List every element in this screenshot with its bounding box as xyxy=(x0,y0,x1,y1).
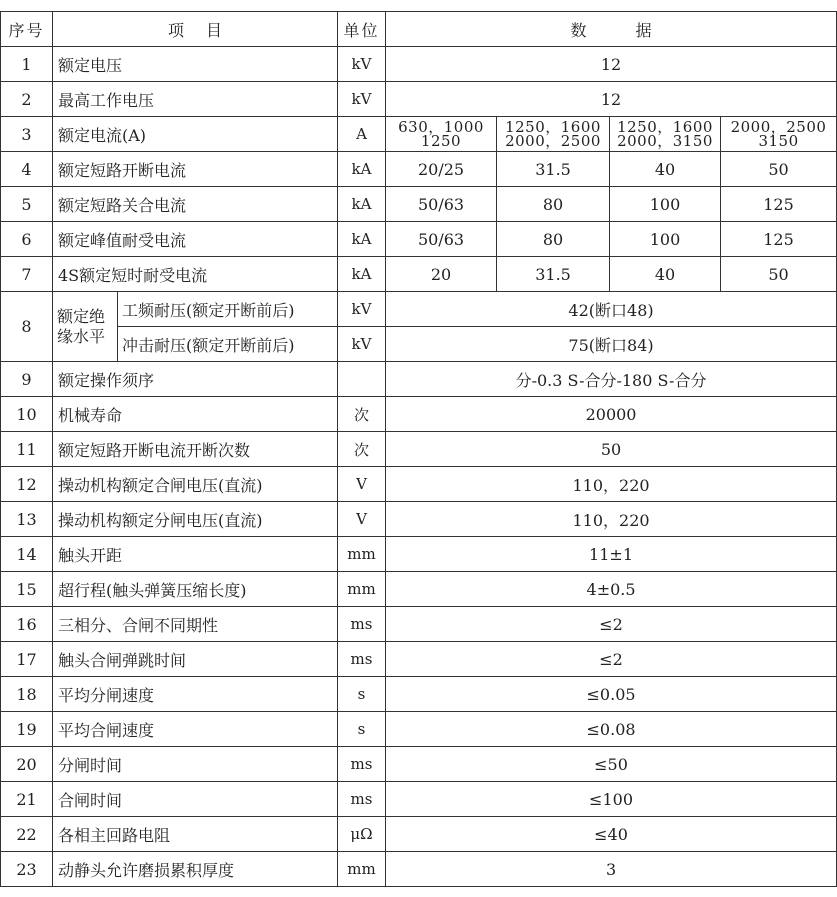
item-name: 额定电压 xyxy=(53,47,338,82)
value-line: 1250，1600 xyxy=(505,118,601,136)
value-cell: ≤100 xyxy=(386,782,837,817)
value-cell: ≤0.08 xyxy=(386,712,837,747)
table-row xyxy=(1,397,837,432)
value-cell: 分-0.3 S-合分-180 S-合分 xyxy=(386,362,837,397)
value-cell: ≤2 xyxy=(386,642,837,677)
row-number: 19 xyxy=(1,712,53,747)
unit-cell: s xyxy=(338,677,386,712)
unit-cell: A xyxy=(338,117,386,152)
unit-cell: kA xyxy=(338,222,386,257)
row-number: 13 xyxy=(1,502,53,537)
item-name: 额定峰值耐受电流 xyxy=(53,222,338,257)
item-name: 工频耐压(额定开断前后) xyxy=(118,292,338,327)
value-line: 1250，1600 xyxy=(617,118,713,136)
row-number: 15 xyxy=(1,572,53,607)
unit-cell: 次 xyxy=(338,432,386,467)
table-row xyxy=(1,257,837,292)
unit-cell: V xyxy=(338,467,386,502)
item-name: 触头开距 xyxy=(53,537,338,572)
header-unit: 单位 xyxy=(338,12,386,47)
header-no: 序号 xyxy=(1,12,53,47)
value-line: 630，1000 xyxy=(398,118,484,136)
table-row xyxy=(1,47,837,82)
unit-cell: mm xyxy=(338,572,386,607)
value-cell: 75(断口84) xyxy=(386,327,837,362)
value-cell: ≤0.05 xyxy=(386,677,837,712)
table-row xyxy=(1,327,837,362)
unit-cell: kV xyxy=(338,47,386,82)
unit-cell: kA xyxy=(338,152,386,187)
unit-cell: ms xyxy=(338,642,386,677)
row-number: 16 xyxy=(1,607,53,642)
row-number: 9 xyxy=(1,362,53,397)
table-row xyxy=(1,782,837,817)
item-name: 平均合闸速度 xyxy=(53,712,338,747)
unit-cell: kV xyxy=(338,82,386,117)
group-label-line: 额定绝 xyxy=(57,306,106,326)
value-cell: 31.5 xyxy=(497,257,610,292)
table-row xyxy=(1,432,837,467)
item-name: 额定短路开断电流 xyxy=(53,152,338,187)
value-cell: 31.5 xyxy=(497,152,610,187)
item-name: 额定操作须序 xyxy=(53,362,338,397)
table-row xyxy=(1,607,837,642)
row-number: 12 xyxy=(1,467,53,502)
row-number: 4 xyxy=(1,152,53,187)
value-cell xyxy=(721,117,837,152)
row-number: 21 xyxy=(1,782,53,817)
row-number: 3 xyxy=(1,117,53,152)
table-row xyxy=(1,852,837,887)
row-number: 2 xyxy=(1,82,53,117)
table-row xyxy=(1,152,837,187)
table-row xyxy=(1,82,837,117)
unit-cell: 次 xyxy=(338,397,386,432)
value-cell xyxy=(497,117,610,152)
table-row xyxy=(1,642,837,677)
row-number: 18 xyxy=(1,677,53,712)
value-cell: 80 xyxy=(497,222,610,257)
value-line: 2000，3150 xyxy=(617,132,713,150)
table-row xyxy=(1,187,837,222)
row-number: 5 xyxy=(1,187,53,222)
value-cell: ≤2 xyxy=(386,607,837,642)
unit-cell: ms xyxy=(338,607,386,642)
unit-cell: V xyxy=(338,502,386,537)
item-name: 额定短路开断电流开断次数 xyxy=(53,432,338,467)
value-cell: 20 xyxy=(386,257,497,292)
value-cell: ≤50 xyxy=(386,747,837,782)
unit-cell: kA xyxy=(338,187,386,222)
unit-cell: ms xyxy=(338,782,386,817)
value-cell: 20/25 xyxy=(386,152,497,187)
header-row xyxy=(1,12,837,47)
table-row xyxy=(1,467,837,502)
item-name: 分闸时间 xyxy=(53,747,338,782)
value-cell: 3 xyxy=(386,852,837,887)
value-cell: 50 xyxy=(386,432,837,467)
value-cell: 50 xyxy=(721,152,837,187)
value-cell: 20000 xyxy=(386,397,837,432)
header-item: 项目 xyxy=(53,12,338,47)
value-cell: 42(断口48) xyxy=(386,292,837,327)
item-name: 操动机构额定合闸电压(直流) xyxy=(53,467,338,502)
table-row xyxy=(1,362,837,397)
unit-cell: s xyxy=(338,712,386,747)
value-cell xyxy=(610,117,721,152)
row-number: 10 xyxy=(1,397,53,432)
value-cell: 110，220 xyxy=(386,467,837,502)
unit-cell: mm xyxy=(338,852,386,887)
value-line: 1250 xyxy=(420,132,462,150)
table-row xyxy=(1,222,837,257)
value-cell: 50 xyxy=(721,257,837,292)
item-name: 4S额定短时耐受电流 xyxy=(53,257,338,292)
item-name: 机械寿命 xyxy=(53,397,338,432)
item-name: 合闸时间 xyxy=(53,782,338,817)
row-number: 6 xyxy=(1,222,53,257)
item-name: 冲击耐压(额定开断前后) xyxy=(118,327,338,362)
value-line: 2000，2500 xyxy=(505,132,601,150)
row-number: 20 xyxy=(1,747,53,782)
row-number: 23 xyxy=(1,852,53,887)
row-number: 11 xyxy=(1,432,53,467)
value-cell: 11±1 xyxy=(386,537,837,572)
group-label xyxy=(53,292,118,362)
item-name: 操动机构额定分闸电压(直流) xyxy=(53,502,338,537)
item-name: 额定短路关合电流 xyxy=(53,187,338,222)
value-line: 3150 xyxy=(758,132,799,150)
value-cell: ≤40 xyxy=(386,817,837,852)
value-cell: 80 xyxy=(497,187,610,222)
unit-cell: ms xyxy=(338,747,386,782)
unit-cell: kV xyxy=(338,327,386,362)
row-number: 22 xyxy=(1,817,53,852)
item-name: 动静头允许磨损累积厚度 xyxy=(53,852,338,887)
item-name: 三相分、合闸不同期性 xyxy=(53,607,338,642)
item-name: 各相主回路电阻 xyxy=(53,817,338,852)
value-cell xyxy=(386,117,497,152)
value-cell: 12 xyxy=(386,82,837,117)
table-row xyxy=(1,677,837,712)
value-cell: 12 xyxy=(386,47,837,82)
group-label-line: 缘水平 xyxy=(57,326,106,346)
value-cell: 125 xyxy=(721,187,837,222)
unit-cell xyxy=(338,362,386,397)
unit-cell: kA xyxy=(338,257,386,292)
item-name: 最高工作电压 xyxy=(53,82,338,117)
row-number: 8 xyxy=(1,292,53,362)
table-row xyxy=(1,502,837,537)
table-row xyxy=(1,747,837,782)
value-cell: 100 xyxy=(610,187,721,222)
value-cell: 110，220 xyxy=(386,502,837,537)
table-row xyxy=(1,572,837,607)
value-cell: 50/63 xyxy=(386,187,497,222)
table-row xyxy=(1,537,837,572)
unit-cell: mm xyxy=(338,537,386,572)
value-cell: 50/63 xyxy=(386,222,497,257)
value-cell: 40 xyxy=(610,257,721,292)
value-cell: 100 xyxy=(610,222,721,257)
table-row xyxy=(1,712,837,747)
unit-cell: μΩ xyxy=(338,817,386,852)
item-name: 超行程(触头弹簧压缩长度) xyxy=(53,572,338,607)
value-cell: 40 xyxy=(610,152,721,187)
table-row xyxy=(1,817,837,852)
row-number: 14 xyxy=(1,537,53,572)
row-number: 1 xyxy=(1,47,53,82)
table-row xyxy=(1,117,837,152)
row-number: 7 xyxy=(1,257,53,292)
value-line: 2000，2500 xyxy=(730,118,827,136)
value-cell: 4±0.5 xyxy=(386,572,837,607)
value-cell: 125 xyxy=(721,222,837,257)
spec-table xyxy=(0,11,837,887)
row-number: 17 xyxy=(1,642,53,677)
header-data: 数 据 xyxy=(386,12,837,47)
table-row xyxy=(1,292,837,327)
unit-cell: kV xyxy=(338,292,386,327)
item-name: 平均分闸速度 xyxy=(53,677,338,712)
item-name: 额定电流(A) xyxy=(53,117,338,152)
item-name: 触头合闸弹跳时间 xyxy=(53,642,338,677)
